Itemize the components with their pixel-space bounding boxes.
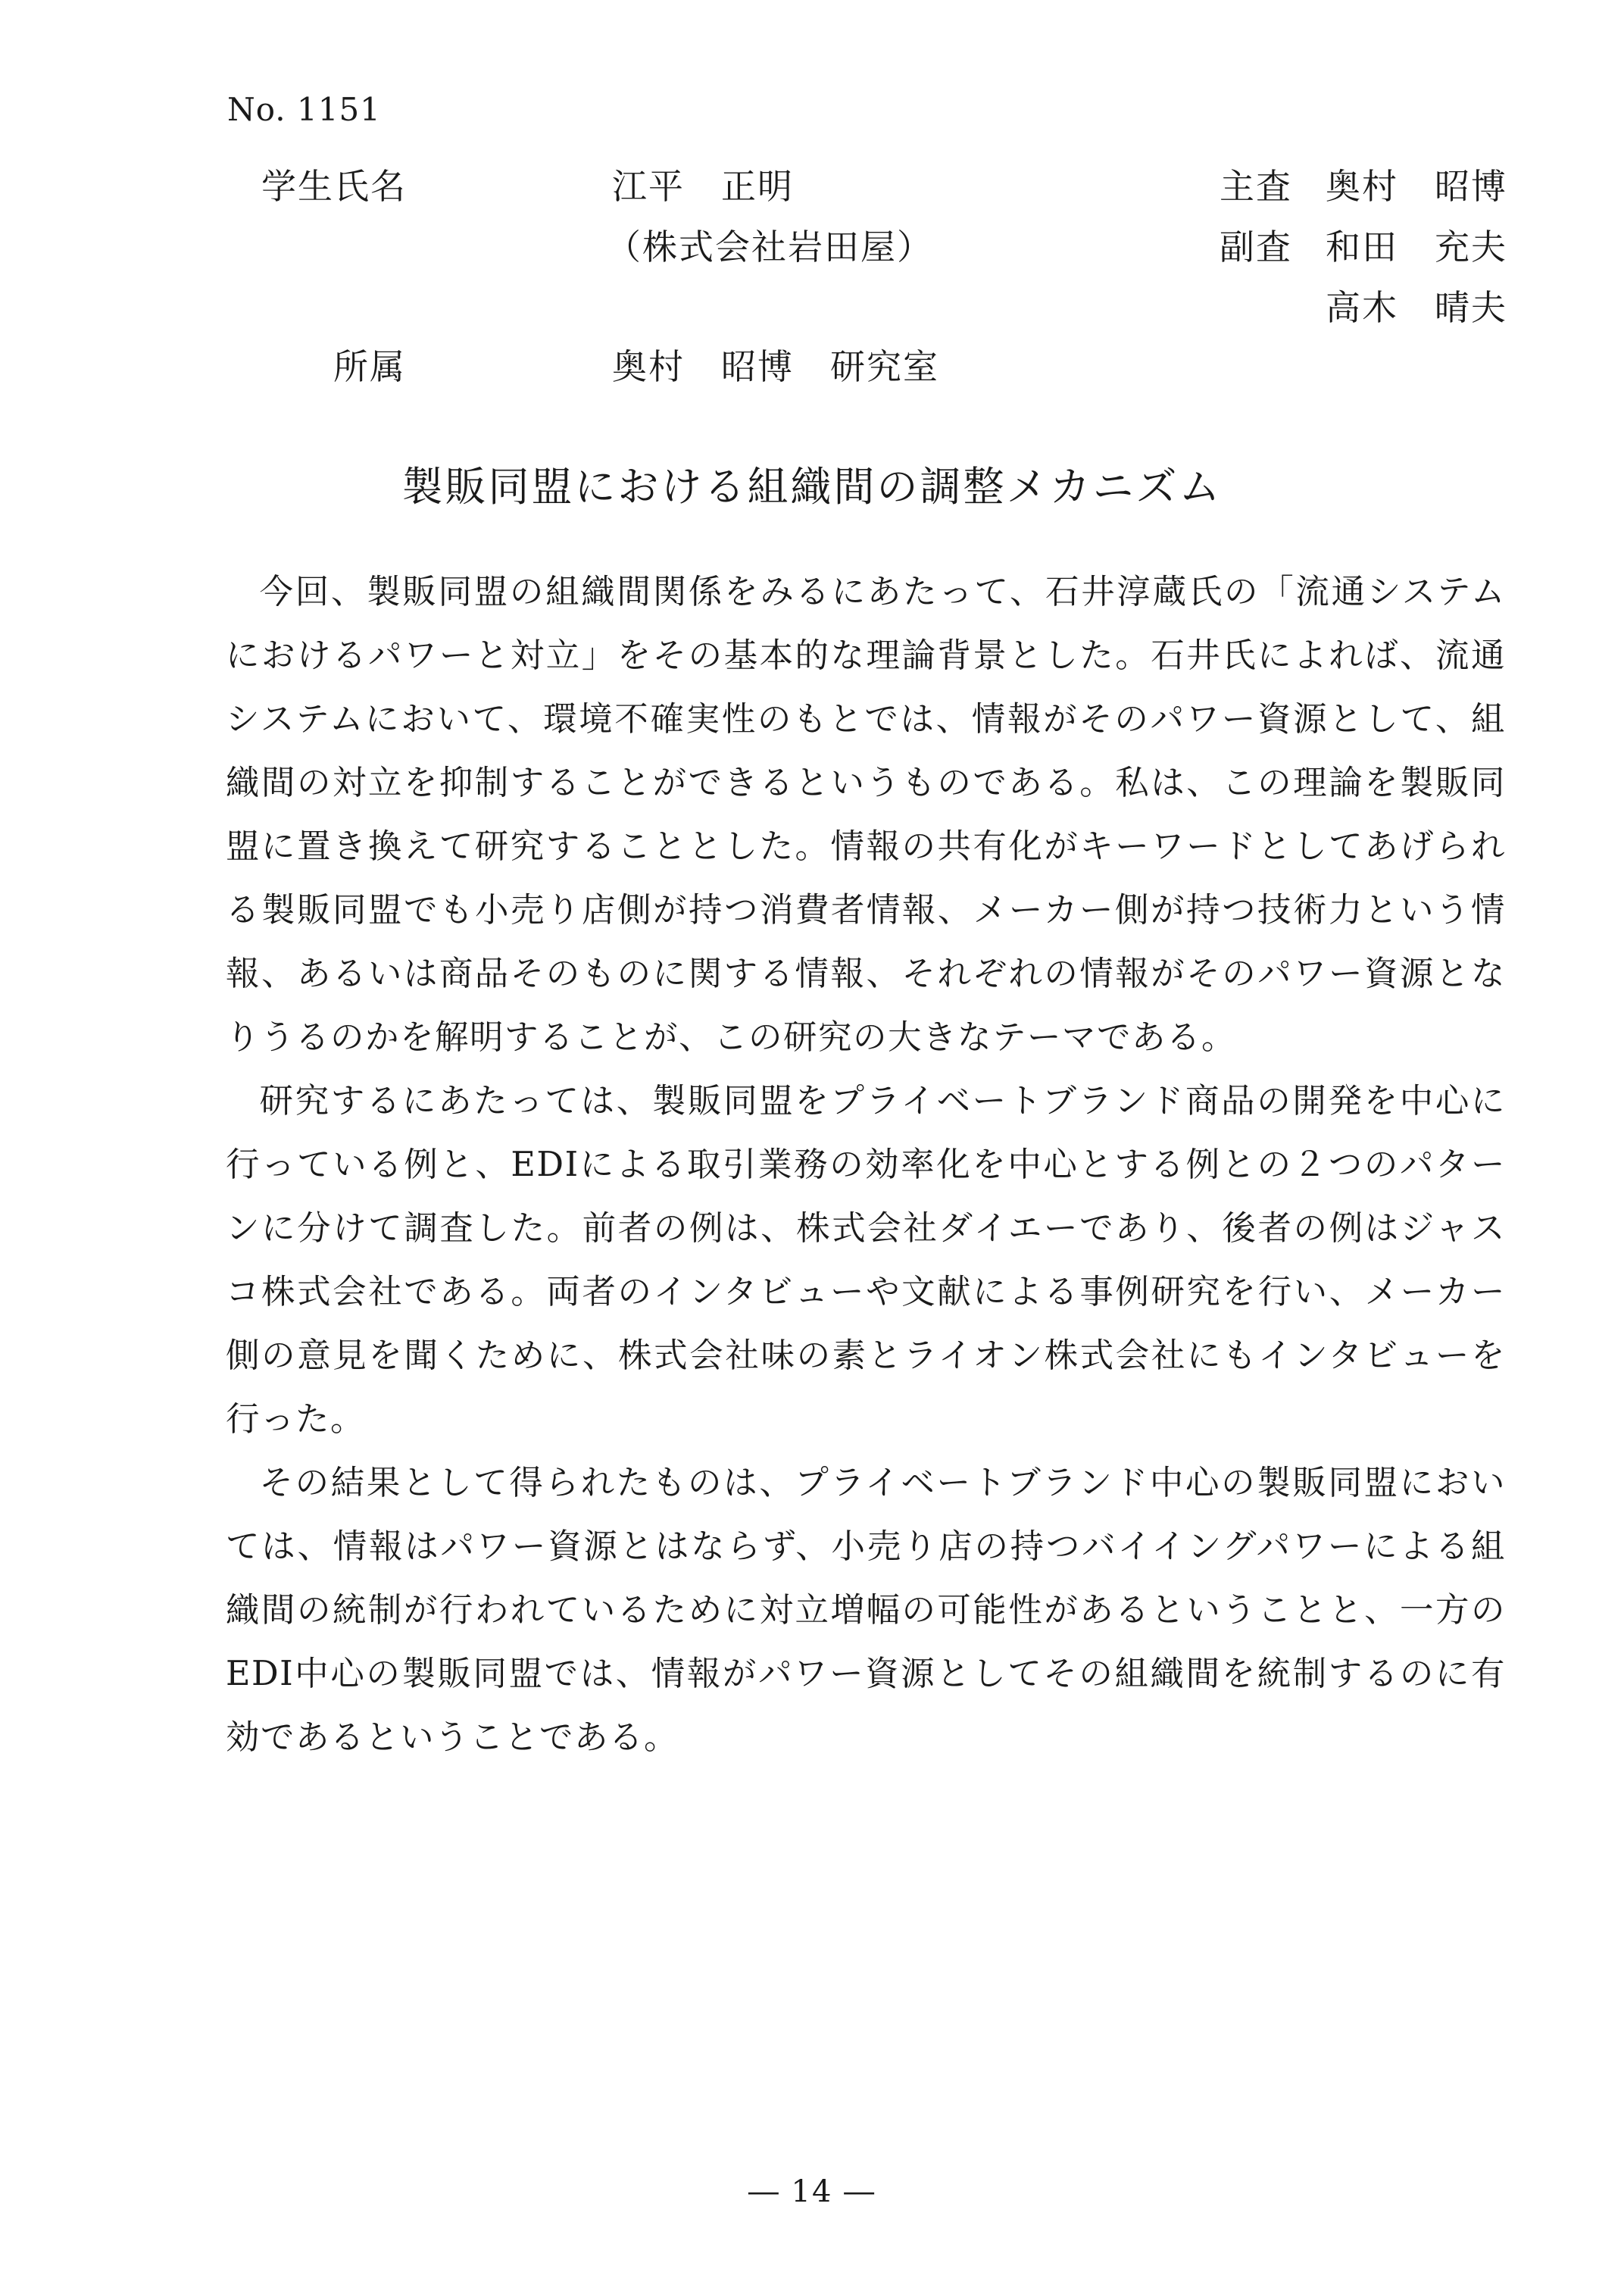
abstract-body (226, 561, 1506, 1770)
paragraph: 研究するにあたっては、製販同盟をプライベートブランド商品の開発を中心に行っている例と、EDIによる取引業務の効率化を中心とする例との２つのパターンに分けて調査した。前者の例は、株式会社ダイエーであり、後者の例はジャスコ株式会社である。両者のインタビューや文献による事例研究を行い、メーカー側の意見を聞くために、株式会社味の素とライオン株式会社にもインタビューを行った。 (226, 1082, 1506, 1439)
examiner-name: 和田 充夫 (1326, 227, 1507, 267)
examiner-name: 高木 晴夫 (1326, 287, 1507, 328)
document-number: No. 1151 (227, 91, 381, 128)
document-title: 製販同盟における組織間の調整メカニズム (401, 463, 1223, 511)
examiner-role: 副査 (1220, 227, 1292, 267)
department-label: 所属 (333, 346, 406, 387)
department-value: 奥村 昭博 研究室 (612, 346, 939, 387)
student-name-label: 学生氏名 (261, 166, 407, 207)
paragraph: 今回、製販同盟の組織間関係をみるにあたって、石井淳蔵氏の「流通システムにおけるパワーと対立」をその基本的な理論背景とした。石井氏によれば、流通システムにおいて、環境不確実性のもとでは、情報がそのパワー資源として、組織間の対立を抑制することができるというものである。私は、この理論を製販同盟に置き換えて研究することとした。情報の共有化がキーワードとしてあげられる製販同盟でも小売り店側が持つ消費者情報、メーカー側が持つ技術力という情報、あるいは商品そのものに関する情報、それぞれの情報がそのパワー資源となりうるのかを解明することが、この研究の大きなテーマである。 (226, 573, 1506, 1057)
page-number: ― 14 ― (748, 2174, 876, 2209)
examiner-row-sub-2 (1220, 280, 1507, 330)
student-company: （株式会社岩田屋） (606, 227, 933, 267)
paragraph: その結果として得られたものは、プライベートブランド中心の製販同盟においては、情報はパワー資源とはならず、小売り店の持つバイイングパワーによる組織間の統制が行われているために対立増幅の可能性があるということと、一方のEDI中心の製販同盟では、情報がパワー資源としてその組織間を統制するのに有効であるということである。 (226, 1464, 1506, 1757)
student-name: 江平 正明 (612, 166, 794, 207)
examiner-role: 主査 (1220, 166, 1292, 207)
examiner-row-sub-1 (1220, 220, 1507, 270)
examiner-name: 奥村 昭博 (1326, 166, 1507, 207)
examiner-row-chief (1220, 159, 1507, 209)
